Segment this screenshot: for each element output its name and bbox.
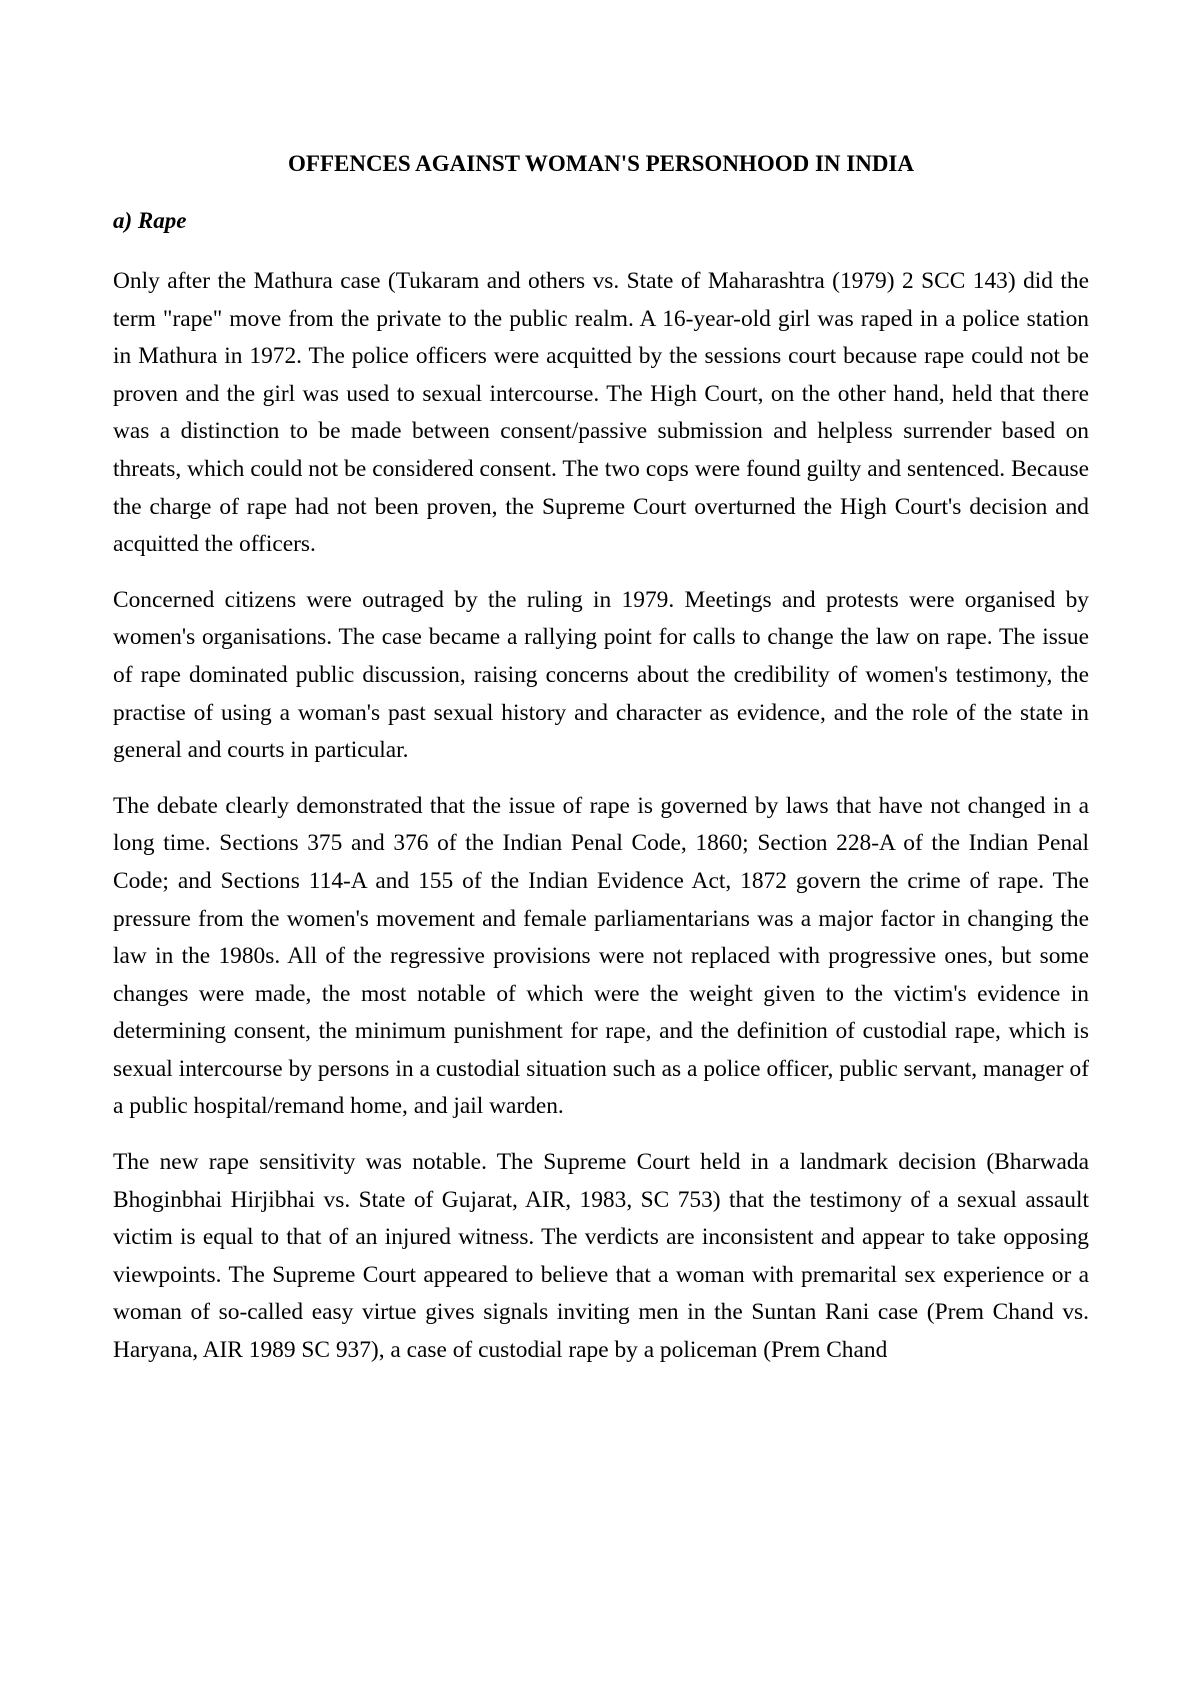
- section-heading: a) Rape: [113, 208, 187, 233]
- paragraph: The debate clearly demonstrated that the issue of rape is governed by laws that have not changed in a long time. Sections 375 and 376 of the Indian Penal Code, 1860; Section 228-A of the Indian Penal Code; and Sections 114-A and 155 of the Indian Evidence Act, 1872 govern the crime of rape. The pressure from the women's movement and female parliamentarians was a major factor in changing the law in the 1980s. All of the regressive provisions were not replaced with progressive ones, but some changes were made, the most notable of which were the weight given to the victim's evidence in determining consent, the minimum punishment for rape, and the definition of custodial rape, which is sexual intercourse by persons in a custodial situation such as a police officer, public servant, manager of a public hospital/remand home, and jail warden.: [113, 792, 1089, 1120]
- paragraph: The new rape sensitivity was notable. The Supreme Court held in a landmark decision (Bharwada Bhoginbhai Hirjibhai vs. State of Gujarat, AIR, 1983, SC 753) that the testimony of a sexual assault victim is equal to that of an injured witness. The verdicts are inconsistent and appear to take opposing viewpoints. The Supreme Court appeared to believe that a woman with premarital sex experience or a woman of so-called easy virtue gives signals inviting men in the Suntan Rani case (Prem Chand vs. Haryana, AIR 1989 SC 937), a case of custodial rape by a policeman (Prem Chand: [113, 1149, 1089, 1364]
- document-body: [113, 263, 1089, 1388]
- paragraph: Concerned citizens were outraged by the ruling in 1979. Meetings and protests were organised by women's organisations. The case became a rallying point for calls to change the law on rape. The issue of rape dominated public discussion, raising concerns about the credibility of women's testimony, the practise of using a woman's past sexual history and character as evidence, and the role of the state in general and courts in particular.: [113, 586, 1089, 764]
- document-title: OFFENCES AGAINST WOMAN'S PERSONHOOD IN INDIA: [288, 151, 914, 176]
- paragraph: Only after the Mathura case (Tukaram and others vs. State of Maharashtra (1979) 2 SCC 143) did the term "rape" move from the private to the public realm. A 16-year-old girl was raped in a police station in Mathura in 1972. The police officers were acquitted by the sessions court because rape could not be proven and the girl was used to sexual intercourse. The High Court, on the other hand, held that there was a distinction to be made between consent/passive submission and helpless surrender based on threats, which could not be considered consent. The two cops were found guilty and sentenced. Because the charge of rape had not been proven, the Supreme Court overturned the High Court's decision and acquitted the officers.: [113, 268, 1089, 558]
